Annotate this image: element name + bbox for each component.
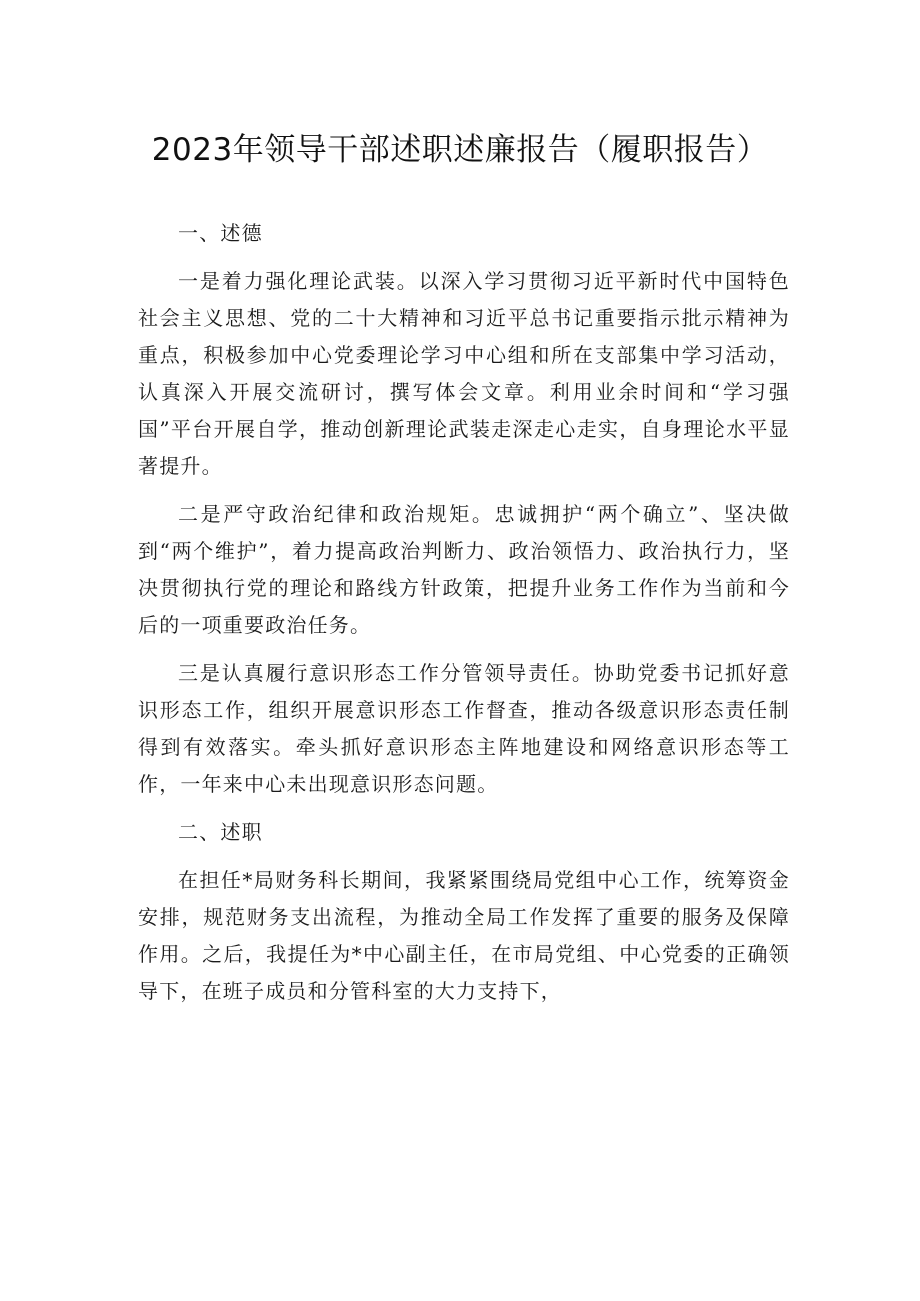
paragraph-finance: 在担任*局财务科长期间，我紧紧围绕局党组中心工作，统筹资金安排，规范财务支出流程，为推动全局工作发挥了重要的服务及保障作用。之后，我提任为*中心副主任，在市局党组、中心党委的正确领导下，在班子成员和分管科室的大力支持下，: [138, 868, 790, 1003]
section-heading-shuzhi: 二、述职: [178, 820, 263, 844]
document-body: [138, 215, 790, 1021]
section-heading-shude: 一、述德: [178, 221, 263, 245]
paragraph-discipline: 二是严守政治纪律和政治规矩。忠诚拥护“两个确立”、坚决做到“两个维护”，着力提高政治判断力、政治领悟力、政治执行力，坚决贯彻执行党的理论和路线方针政策，把提升业务工作作为当前和今后的一项重要政治任务。: [138, 502, 790, 637]
paragraph-theory: 一是着力强化理论武装。以深入学习贯彻习近平新时代中国特色社会主义思想、党的二十大精神和习近平总书记重要指示批示精神为重点，积极参加中心党委理论学习中心组和所在支部集中学习活动，认真深入开展交流研讨，撰写体会文章。利用业余时间和“学习强国”平台开展自学，推动创新理论武装走深走心走实，自身理论水平显著提升。: [138, 269, 790, 478]
paragraph-ideology: 三是认真履行意识形态工作分管领导责任。协助党委书记抓好意识形态工作，组织开展意识形态工作督查，推动各级意识形态责任制得到有效落实。牵头抓好意识形态主阵地建设和网络意识形态等工作，一年来中心未出现意识形态问题。: [138, 661, 790, 796]
document-title: 2023年领导干部述职述廉报告（履职报告）: [151, 132, 769, 168]
